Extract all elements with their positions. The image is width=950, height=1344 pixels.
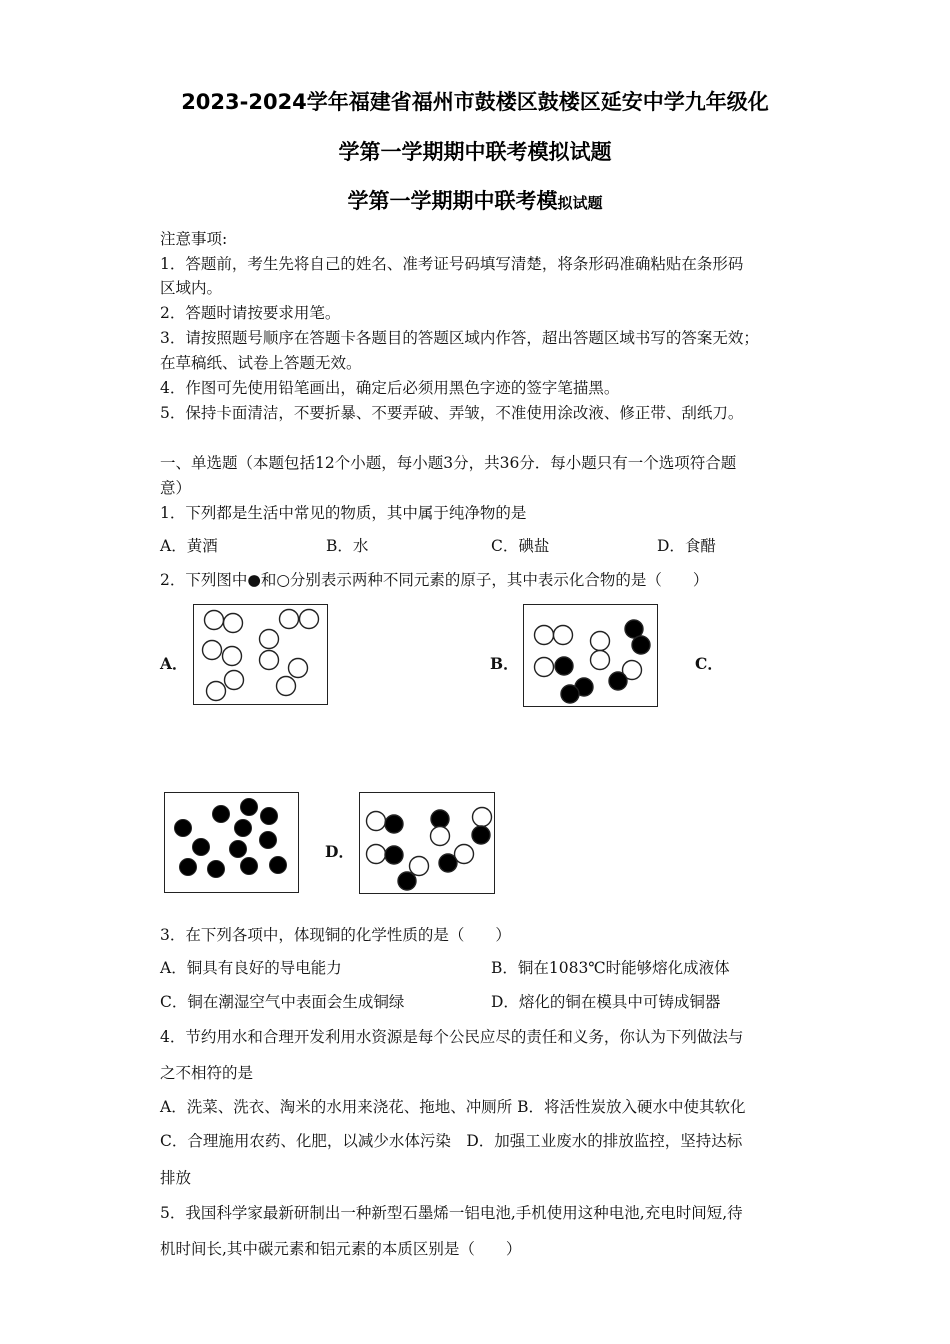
q2-diagram-d-atoms — [360, 793, 496, 895]
q2-diagram-c — [164, 792, 299, 893]
q2-label-d: D． — [325, 842, 354, 861]
notice-line-1: 1．答题前，考生先将自己的姓名、准考证号码填写清楚，将条形码准确粘贴在条形码 — [160, 255, 744, 273]
section-heading-line1: 一、单选题（本题包括12个小题，每小题3分，共36分．每小题只有一个选项符合题 — [160, 454, 737, 472]
q5-stem-line2: 机时间长,其中碳元素和铝元素的本质区别是（ ） — [160, 1240, 522, 1258]
q2-diagram-a — [193, 604, 328, 705]
notice-line-2: 区域内。 — [160, 279, 223, 297]
notice-line-3: 2．答题时请按要求用笔。 — [160, 304, 341, 322]
q2-diagram-b — [523, 604, 658, 707]
q5-stem-line1: 5．我国科学家最新研制出一种新型石墨烯一铝电池,手机使用这种电池,充电时间短,待 — [160, 1204, 743, 1222]
q1-option-d: D．食醋 — [657, 537, 716, 555]
q3-option-d: D．熔化的铜在模具中可铸成铜器 — [491, 993, 721, 1011]
notice-line-5: 在草稿纸、试卷上答题无效。 — [160, 354, 362, 372]
q1-option-a: A．黄酒 — [160, 537, 218, 555]
exam-title-line3 — [0, 185, 950, 215]
q4-stem-line2: 之不相符的是 — [160, 1064, 254, 1082]
exam-title-line2: 学第一学期期中联考模拟试题 — [338, 140, 612, 164]
q2-label-b: B． — [490, 654, 519, 673]
q2-diagram-c-atoms — [165, 793, 300, 894]
notice-heading: 注意事项: — [160, 230, 228, 248]
q2-diagram-b-atoms — [524, 605, 659, 708]
q3-option-c: C．铜在潮湿空气中表面会生成铜绿 — [160, 993, 405, 1011]
notice-line-4: 3．请按照题号顺序在答题卡各题目的答题区域内作答，超出答题区域书写的答案无效； — [160, 329, 759, 347]
exam-title-line3-small: 拟试题 — [557, 194, 603, 212]
q2-label-a: A． — [160, 654, 188, 673]
q2-stem: 2．下列图中●和○分别表示两种不同元素的原子，其中表示化合物的是（ ） — [160, 571, 709, 589]
q2-label-c: C． — [695, 654, 723, 673]
q2-diagram-a-atoms — [194, 605, 329, 706]
q1-option-c: C．碘盐 — [491, 537, 550, 555]
q1-option-b: B．水 — [326, 537, 369, 555]
q3-option-a: A．铜具有良好的导电能力 — [160, 959, 342, 977]
q3-stem: 3．在下列各项中，体现铜的化学性质的是（ ） — [160, 926, 511, 944]
exam-title-line1: 2023-2024学年福建省福州市鼓楼区鼓楼区延安中学九年级化 — [181, 90, 769, 114]
exam-title-line3-main: 学第一学期期中联考模 — [347, 189, 558, 213]
q3-option-b: B．铜在1083℃时能够熔化成液体 — [491, 959, 730, 977]
section-heading-line2: 意） — [160, 479, 192, 497]
q4-options-line1: A．洗菜、洗衣、淘米的水用来浇花、拖地、冲厕所 B．将活性炭放入硬水中使其软化 — [160, 1098, 746, 1116]
q4-stem-line1: 4．节约用水和合理开发利用水资源是每个公民应尽的责任和义务，你认为下列做法与 — [160, 1028, 744, 1046]
q4-options-line3: 排放 — [160, 1169, 192, 1187]
q2-diagram-d — [359, 792, 495, 894]
notice-line-7: 5．保持卡面清洁，不要折暴、不要弄破、弄皱，不准使用涂改液、修正带、刮纸刀。 — [160, 404, 744, 422]
notice-line-6: 4．作图可先使用铅笔画出，确定后必须用黑色字迹的签字笔描黑。 — [160, 379, 620, 397]
q4-options-line2: C．合理施用农药、化肥，以减少水体污染 D．加强工业废水的排放监控，坚持达标 — [160, 1132, 743, 1150]
q1-stem: 1．下列都是生活中常见的物质，其中属于纯净物的是 — [160, 504, 527, 522]
